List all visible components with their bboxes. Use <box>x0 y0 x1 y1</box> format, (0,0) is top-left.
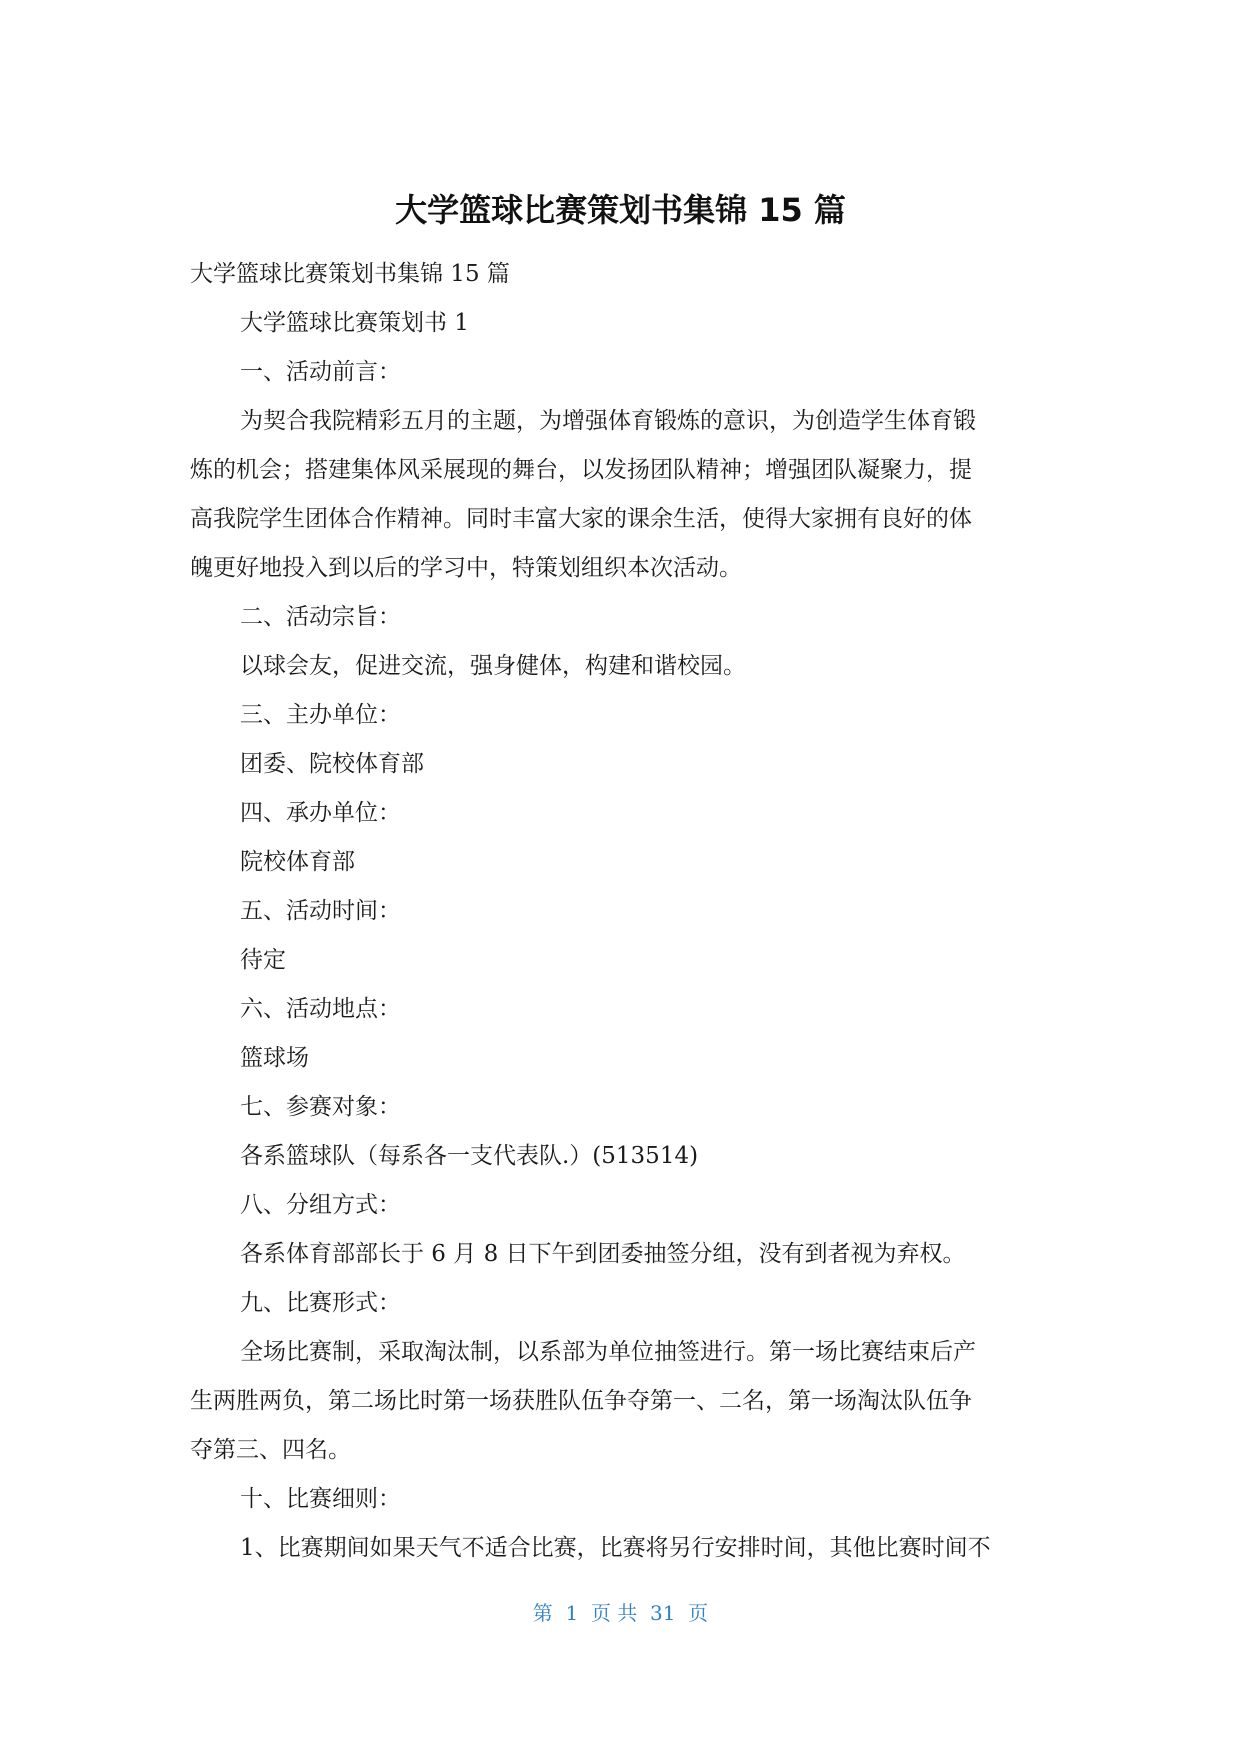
text-line: 六、活动地点： <box>240 996 401 1022</box>
text-line: 三、主办单位： <box>240 702 401 728</box>
text-line: 夺第三、四名。 <box>190 1437 351 1463</box>
text-line: 二、活动宗旨： <box>240 604 401 630</box>
text-line: 篮球场 <box>240 1045 309 1071</box>
text-line: 以球会友，促进交流，强身健体，构建和谐校园。 <box>240 653 746 679</box>
text-line: 高我院学生团体合作精神。同时丰富大家的课余生活，使得大家拥有良好的体 <box>190 506 972 532</box>
text-line: 1、比赛期间如果天气不适合比赛，比赛将另行安排时间，其他比赛时间不 <box>240 1535 991 1561</box>
text-line: 九、比赛形式： <box>240 1290 401 1316</box>
text-line: 待定 <box>240 947 286 973</box>
text-line: 十、比赛细则： <box>240 1486 401 1512</box>
text-line: 各系体育部部长于 6 月 8 日下午到团委抽签分组，没有到者视为弃权。 <box>240 1241 966 1267</box>
text-line: 七、参赛对象： <box>240 1094 401 1120</box>
text-line: 四、承办单位： <box>240 800 401 826</box>
text-line: 全场比赛制，采取淘汰制，以系部为单位抽签进行。第一场比赛结束后产 <box>240 1339 976 1365</box>
text-line: 魄更好地投入到以后的学习中，特策划组织本次活动。 <box>190 555 742 581</box>
text-line: 为契合我院精彩五月的主题，为增强体育锻炼的意识，为创造学生体育锻 <box>240 408 976 434</box>
page-footer: 第 1 页 共 31 页 <box>532 1601 709 1625</box>
text-line: 八、分组方式： <box>240 1192 401 1218</box>
text-line: 院校体育部 <box>240 849 355 875</box>
text-line: 炼的机会；搭建集体风采展现的舞台，以发扬团队精神；增强团队凝聚力，提 <box>190 457 972 483</box>
text-line: 团委、院校体育部 <box>240 751 424 777</box>
text-line: 生两胜两负，第二场比时第一场获胜队伍争夺第一、二名，第一场淘汰队伍争 <box>190 1388 972 1414</box>
document-title: 大学篮球比赛策划书集锦 15 篇 <box>395 191 846 229</box>
document-body <box>190 250 1070 1573</box>
text-line: 一、活动前言： <box>240 359 401 385</box>
text-line: 大学篮球比赛策划书 1 <box>240 310 469 336</box>
text-line: 五、活动时间： <box>240 898 401 924</box>
text-line: 各系篮球队（每系各一支代表队.）(513514) <box>240 1143 699 1169</box>
text-line: 大学篮球比赛策划书集锦 15 篇 <box>190 261 510 287</box>
